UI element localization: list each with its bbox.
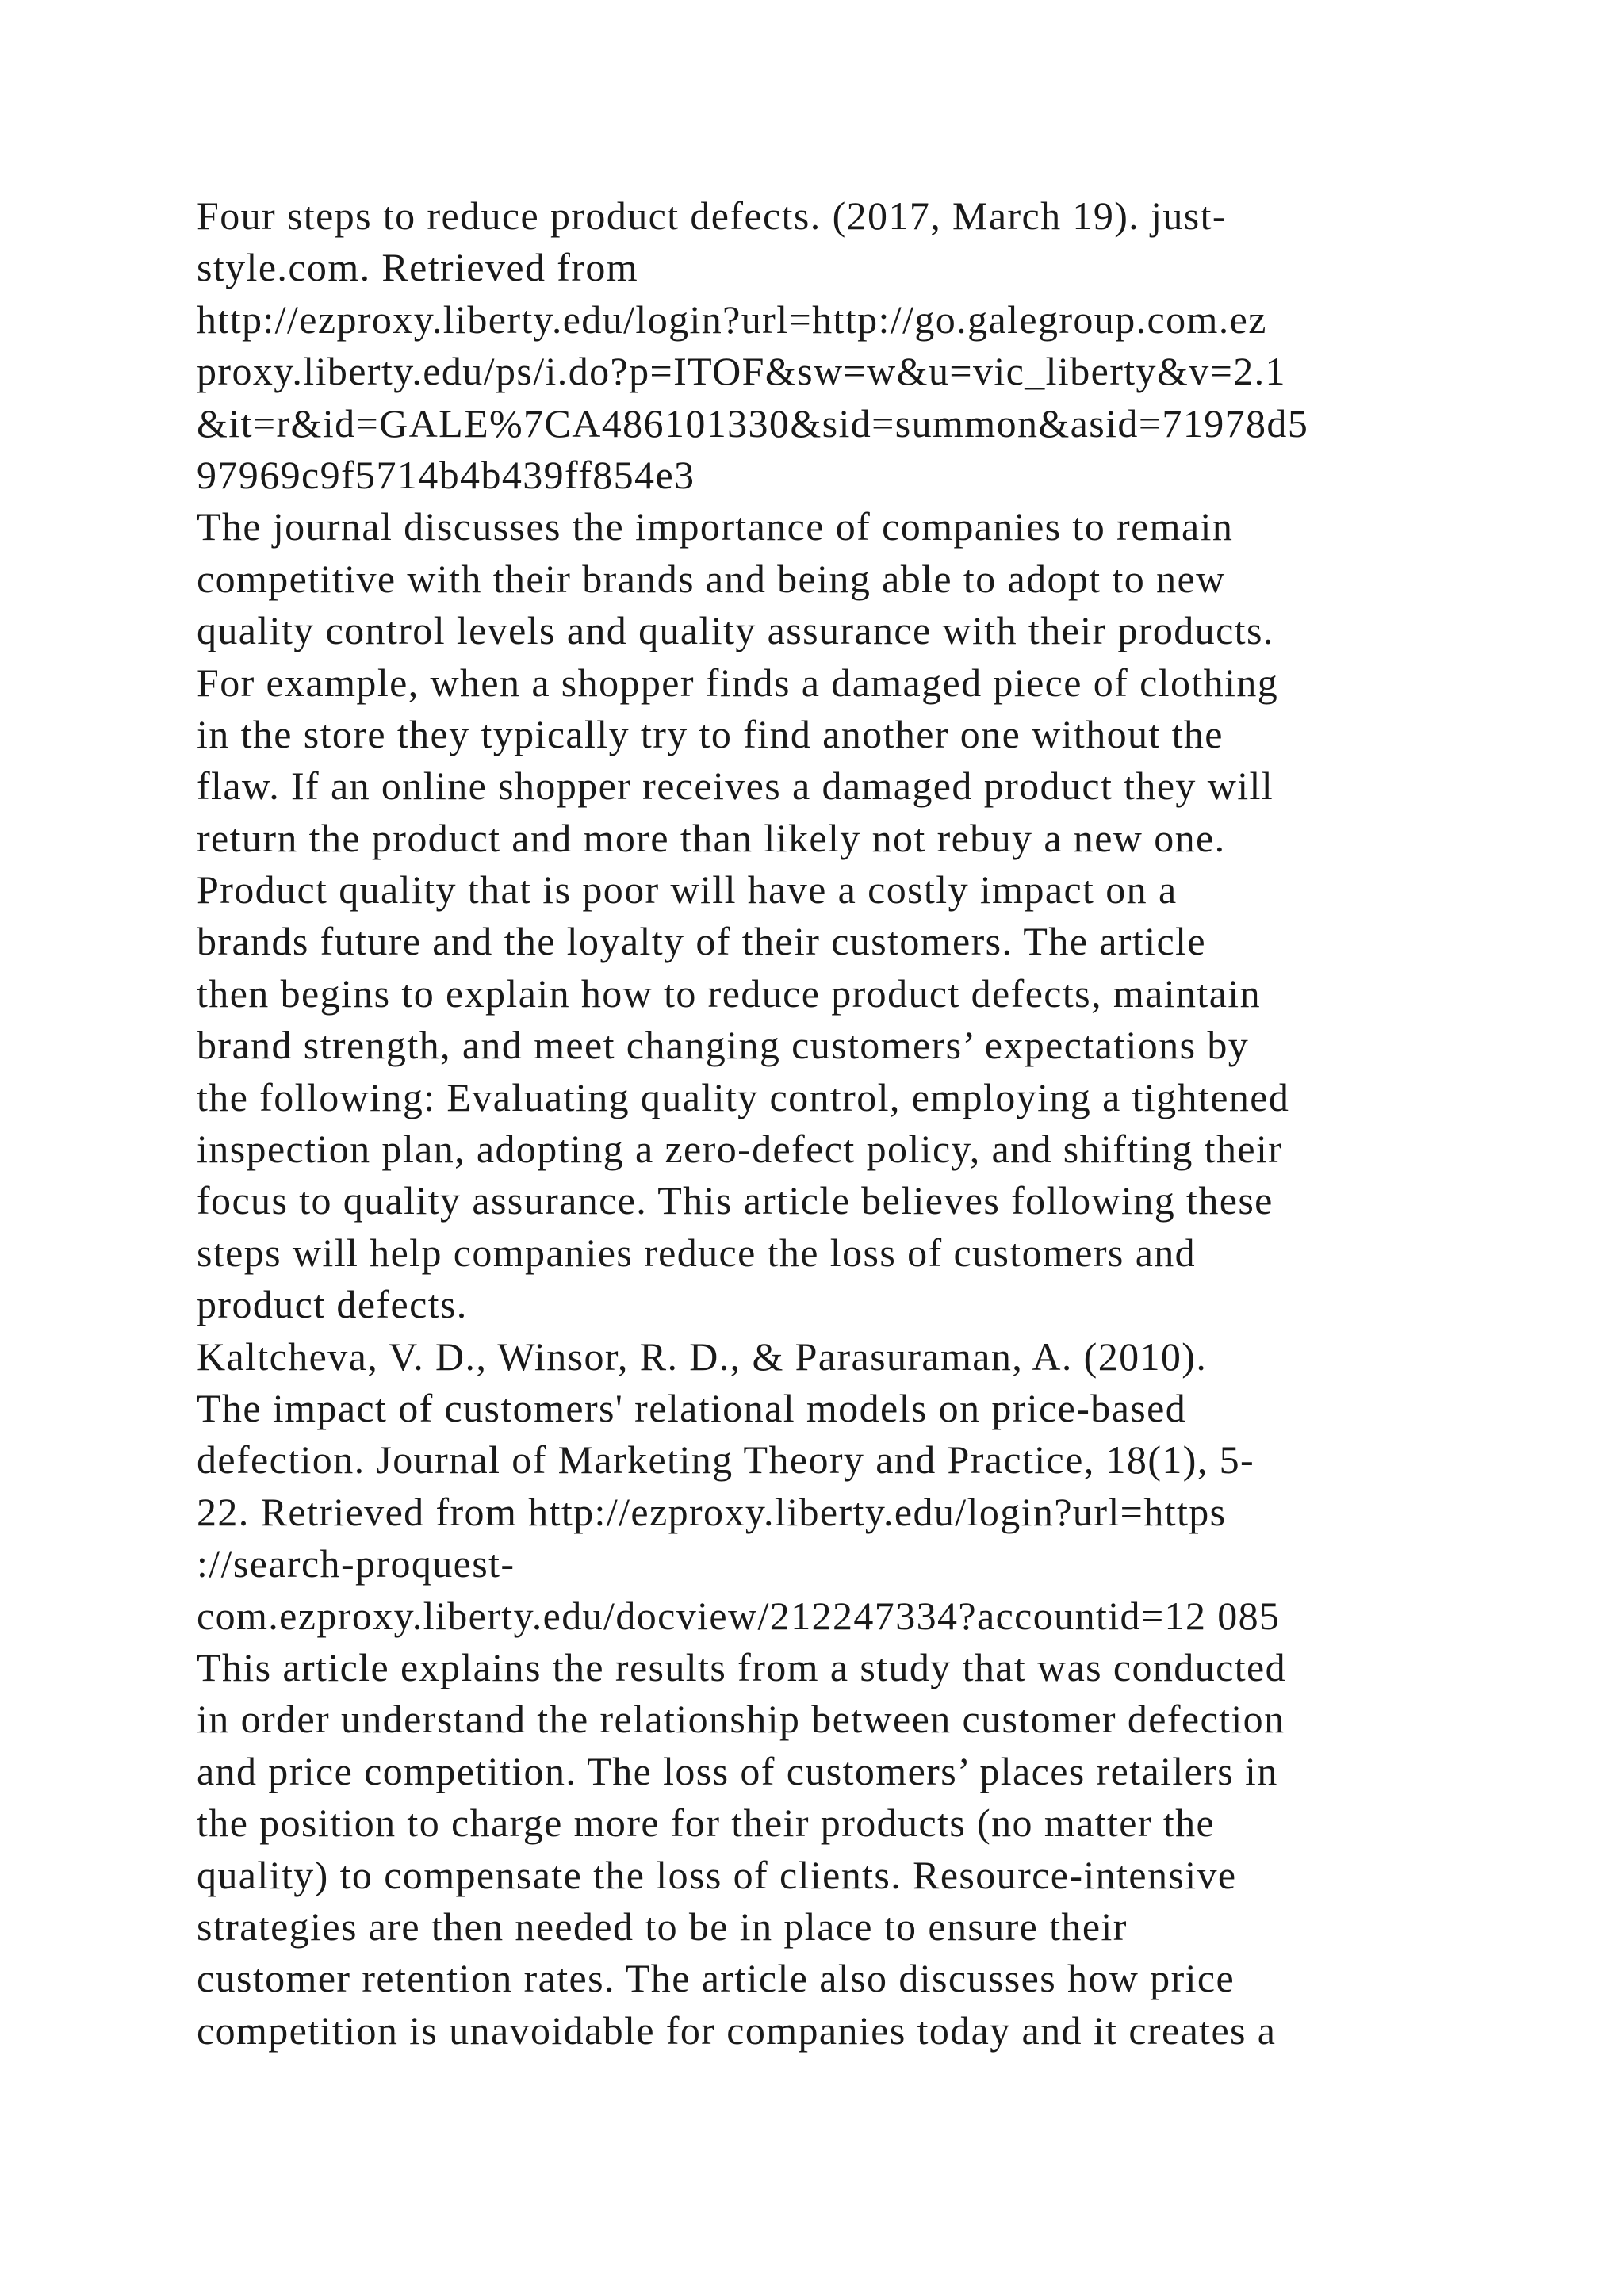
paragraph-line: customer retention rates. The article also discusses how price bbox=[197, 1956, 1235, 2001]
paragraph-line: competition is unavoidable for companies today and it creates a bbox=[197, 2007, 1277, 2053]
paragraph-line: the following: Evaluating quality control, employing a tightened bbox=[197, 1074, 1290, 1119]
document-body bbox=[197, 190, 1513, 2057]
citation-url-line: 97969c9f5714b4b439ff854e3 bbox=[197, 452, 695, 497]
paragraph-line: focus to quality assurance. This article believes following these bbox=[197, 1178, 1274, 1223]
paragraph-line: Product quality that is poor will have a costly impact on a bbox=[197, 867, 1178, 913]
paragraph-line: For example, when a shopper finds a damaged piece of clothing bbox=[197, 660, 1279, 705]
paragraph-line: then begins to explain how to reduce product defects, maintain bbox=[197, 970, 1261, 1016]
paragraph-line: in the store they typically try to find another one without the bbox=[197, 711, 1224, 756]
paragraph-line: steps will help companies reduce the loss of customers and bbox=[197, 1230, 1197, 1275]
paragraph-line: quality control levels and quality assurance with their products. bbox=[197, 608, 1274, 653]
citation-url-line: ://search-proquest- bbox=[197, 1541, 515, 1586]
citation-url-line: com.ezproxy.liberty.edu/docview/212247334?accountid=12 085 bbox=[197, 1593, 1281, 1638]
citation-line: Four steps to reduce product defects. (2017, March 19). just- bbox=[197, 193, 1227, 238]
paragraph-line: and price competition. The loss of customers’ places retailers in bbox=[197, 1748, 1278, 1793]
paragraph-line: the position to charge more for their products (no matter the bbox=[197, 1800, 1216, 1846]
paragraph-line: brand strength, and meet changing customers’ expectations by bbox=[197, 1023, 1250, 1068]
paragraph-line: brands future and the loyalty of their customers. The article bbox=[197, 919, 1206, 964]
citation-url-line: &it=r&id=GALE%7CA486101330&sid=summon&asid=71978d5 bbox=[197, 400, 1309, 446]
citation-line: style.com. Retrieved from bbox=[197, 245, 639, 290]
paragraph-line: in order understand the relationship between customer defection bbox=[197, 1697, 1285, 1742]
paragraph-line: flaw. If an online shopper receives a damaged product they will bbox=[197, 763, 1274, 809]
paragraph-line: inspection plan, adopting a zero-defect policy, and shifting their bbox=[197, 1127, 1283, 1172]
citation-url-line: http://ezproxy.liberty.edu/login?url=http://go.galegroup.com.ez bbox=[197, 297, 1267, 342]
paragraph-line: strategies are then needed to be in place to ensure their bbox=[197, 1904, 1128, 1949]
paragraph-line: This article explains the results from a study that was conducted bbox=[197, 1644, 1286, 1689]
paragraph-line: quality) to compensate the loss of clients. Resource-intensive bbox=[197, 1852, 1237, 1897]
citation-line: defection. Journal of Marketing Theory and Practice, 18(1), 5- bbox=[197, 1437, 1255, 1483]
citation-line: Kaltcheva, V. D., Winsor, R. D., & Parasuraman, A. (2010). bbox=[197, 1334, 1208, 1379]
paragraph-line: competitive with their brands and being able to adopt to new bbox=[197, 556, 1226, 601]
citation-url-line: proxy.liberty.edu/ps/i.do?p=ITOF&sw=w&u=vic_liberty&v=2.1 bbox=[197, 349, 1286, 394]
paragraph-line: The journal discusses the importance of companies to remain bbox=[197, 504, 1234, 549]
paragraph-line: return the product and more than likely not rebuy a new one. bbox=[197, 815, 1226, 860]
citation-line: 22. Retrieved from http://ezproxy.liberty.edu/login?url=https bbox=[197, 1489, 1227, 1534]
citation-line: The impact of customers' relational models on price-based bbox=[197, 1385, 1187, 1430]
paragraph-line: product defects. bbox=[197, 1282, 468, 1327]
